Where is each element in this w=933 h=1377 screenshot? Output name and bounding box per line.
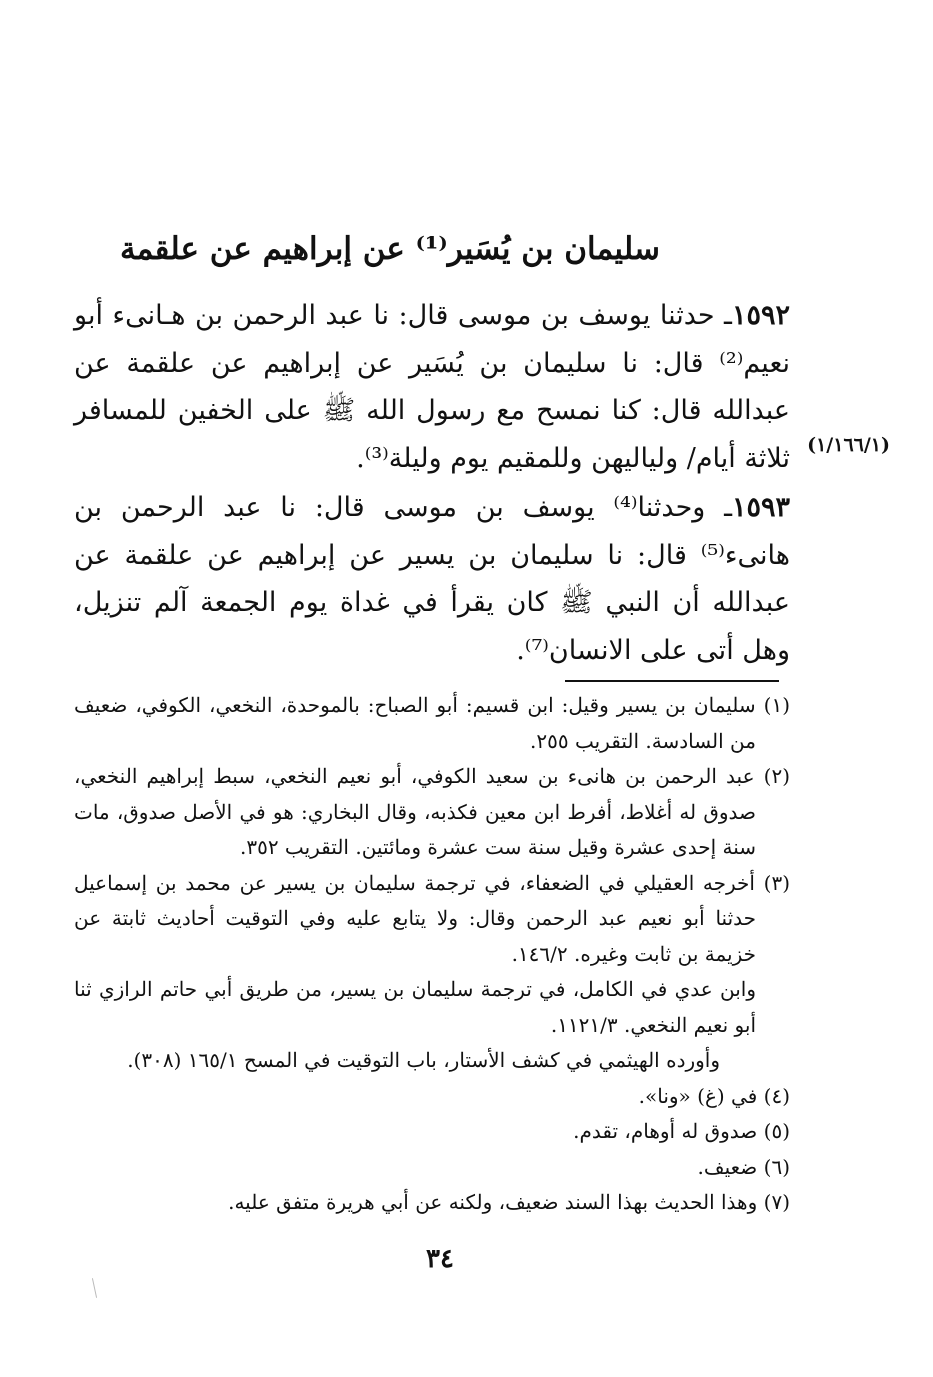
footnotes	[74, 688, 790, 1221]
footnote-6: (٦) ضعيف.	[697, 1154, 790, 1179]
footnote-5: (٥) صدوق له أوهام، تقدم.	[573, 1119, 790, 1143]
footnote-1: (١) سليمان بن يسير وقيل: ابن قسيم: أبو الصباح: بالموحدة، النخعي، الكوفي، ضعيف من السادسة. التقريب ٢٥٥.	[74, 693, 790, 753]
footnote-7: (٧) وهذا الحديث بهذا السند ضعيف، ولكنه عن أبي هريرة متفق عليه.	[228, 1190, 790, 1214]
hadith-entry-1593	[74, 484, 790, 674]
hadith-entry-1592	[74, 292, 790, 482]
footnote-4: (٤) في (غ) «ونا».	[638, 1083, 790, 1108]
entry-text: ـ حدثنا يوسف بن موسى قال: نا عبد الرحمن بن هـانىء أبو نعيم⁽²⁾ قال: نا سليمان بن يُسَير عن إبراهيم عن علقمة عن عبدالله قال: كنا نمسح مع رسول الله ﷺ على الخفين للمسافر ثلاثة أيام/ ولياليهن وللمقيم يوم وليلة⁽³⁾.	[74, 300, 790, 474]
manuscript-folio-ref: (١/١٦٦/١)	[807, 434, 890, 456]
footnote-3: (٣) أخرجه العقيلي في الضعفاء، في ترجمة سليمان بن يسير عن محمد بن إسماعيل حدثنا أبو نعيم عبد الرحمن وقال: ولا يتابع عليه وفي التوقيت أحاديث ثابتة عن خزيمة بن ثابت وغيره. ١٤٦/٢.	[74, 870, 790, 966]
entry-number: ١٥٩٣	[731, 492, 790, 523]
footnote-separator	[565, 680, 779, 682]
footnote-2: (٢) عبد الرحمن بن هانىء بن سعيد الكوفي، أبو نعيم النخعي، سبط إبراهيم النخعي، صدوق له أغلاط، أفرط ابن معين فكذبه، وقال البخاري: هو في الأصل صدوق، مات سنة إحدى عشرة وقيل سنة ست عشرة ومائتين. التقريب ٣٥٢.	[74, 764, 790, 859]
footnote-3-continuation: وابن عدي في الكامل، في ترجمة سليمان بن يسير، من طريق أبي حاتم الرازي ثنا أبو نعيم النخعي. ١١٢١/٣.	[74, 977, 756, 1037]
entry-text: ـ وحدثنا⁽⁴⁾ يوسف بن موسى قال: نا عبد الرحمن بن هانىء⁽⁵⁾ قال: نا سليمان بن يسير عن إبراهيم عن علقمة عن عبدالله أن النبي ﷺ كان يقرأ في غداة يوم الجمعة آلم تنزيل، وهل أتى على الانسان⁽⁷⁾.	[74, 492, 790, 666]
page-number: ٣٤	[426, 1244, 454, 1274]
entry-number: ١٥٩٢	[731, 300, 790, 331]
scan-mark	[92, 1278, 97, 1298]
footnote-3-continuation: وأورده الهيثمي في كشف الأستار، باب التوقيت في المسح ١٦٥/١ (٣٠٨).	[127, 1048, 720, 1072]
section-heading: سليمان بن يُسَير⁽¹⁾ عن إبراهيم عن علقمة	[120, 231, 660, 267]
